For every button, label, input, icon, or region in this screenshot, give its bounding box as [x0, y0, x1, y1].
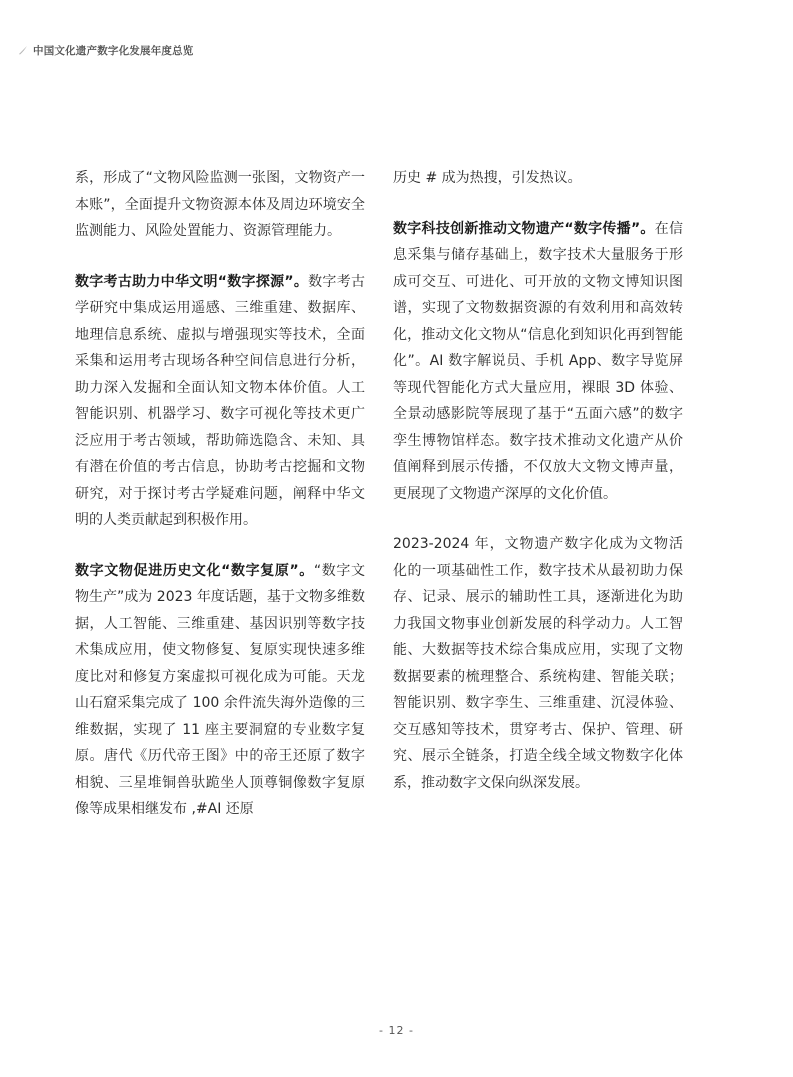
- page-number: - 12 -: [379, 1024, 414, 1037]
- paragraph-continuation: [393, 165, 683, 192]
- brush-stroke-icon: [18, 45, 28, 55]
- paragraph-digital-archaeology: [75, 269, 365, 534]
- right-column: [393, 165, 683, 820]
- paragraph-lead: 数字科技创新推动文物遗产“数字传播”。: [393, 220, 655, 237]
- left-column: [75, 165, 365, 847]
- paragraph-lead: 数字考古助力中华文明“数字探源”。: [75, 273, 309, 290]
- paragraph-lead: 数字文物促进历史文化“数字复原”。: [75, 562, 314, 579]
- paragraph-body: “数字文物生产”成为 2023 年度话题，基于文物多维数据，人工智能、三维重建、基因识别等数字技术集成应用，使文物修复、复原实现快速多维度比对和修复方案虚拟可视化成为可能。天龙山石窟采集完成了 100 余件流失海外造像的三维数据，实现了 11 座主要洞窟的专业数字复原。唐代《历代帝王图》中的帝王还原了数字相貌、三星堆铜兽驮跪坐人顶尊铜像数字复原像等成果相继发布 ,#AI 还原: [75, 562, 365, 817]
- paragraph-body: 系，形成了“文物风险监测一张图，文物资产一本账”，全面提升文物资源本体及周边环境安全监测能力、风险处置能力、资源管理能力。: [75, 170, 365, 239]
- paragraph-continuation: [75, 165, 365, 245]
- running-header: [18, 42, 194, 58]
- paragraph-digital-restoration: [75, 558, 365, 823]
- paragraph-body: 在信息采集与储存基础上，数字技术大量服务于形成可交互、可进化、可开放的文物文博知识图谱，实现了文物数据资源的有效利用和高效转化，推动文化文物从“信息化到知识化再到智能化”。AI 数字解说员、手机 App、数字导览屏等现代智能化方式大量应用，裸眼 3D 体验、全景动感影院等展现了基于“五面六感”的数字孪生博物馆样态。数字技术推动文化遗产从价值阐释到展示传播，不仅放大文物文博声量，更展现了文物遗产深厚的文化价值。: [393, 220, 683, 502]
- paragraph-summary: [393, 531, 683, 796]
- document-title: 中国文化遗产数字化发展年度总览: [33, 44, 194, 57]
- paragraph-digital-dissemination: [393, 216, 683, 508]
- paragraph-body: 历史 # 成为热搜，引发热议。: [393, 170, 582, 186]
- paragraph-body: 2023-2024 年，文物遗产数字化成为文物活化的一项基础性工作，数字技术从最初助力保存、记录、展示的辅助性工具，逐渐进化为助力我国文物事业创新发展的科学动力。人工智能、大数据等技术综合集成应用，实现了文物数据要素的梳理整合、系统构建、智能关联；智能识别、数字孪生、三维重建、沉浸体验、交互感知等技术，贯穿考古、保护、管理、研究、展示全链条，打造全线全域文物数字化体系，推动数字文保向纵深发展。: [393, 536, 683, 791]
- paragraph-body: 数字考古学研究中集成运用遥感、三维重建、数据库、地理信息系统、虚拟与增强现实等技术，全面采集和运用考古现场各种空间信息进行分析，助力深入发掘和全面认知文物本体价值。人工智能识别、机器学习、数字可视化等技术更广泛应用于考古领域，帮助筛选隐含、未知、具有潜在价值的考古信息，协助考古挖掘和文物研究，对于探讨考古学疑难问题，阐释中华文明的人类贡献起到积极作用。: [75, 273, 365, 528]
